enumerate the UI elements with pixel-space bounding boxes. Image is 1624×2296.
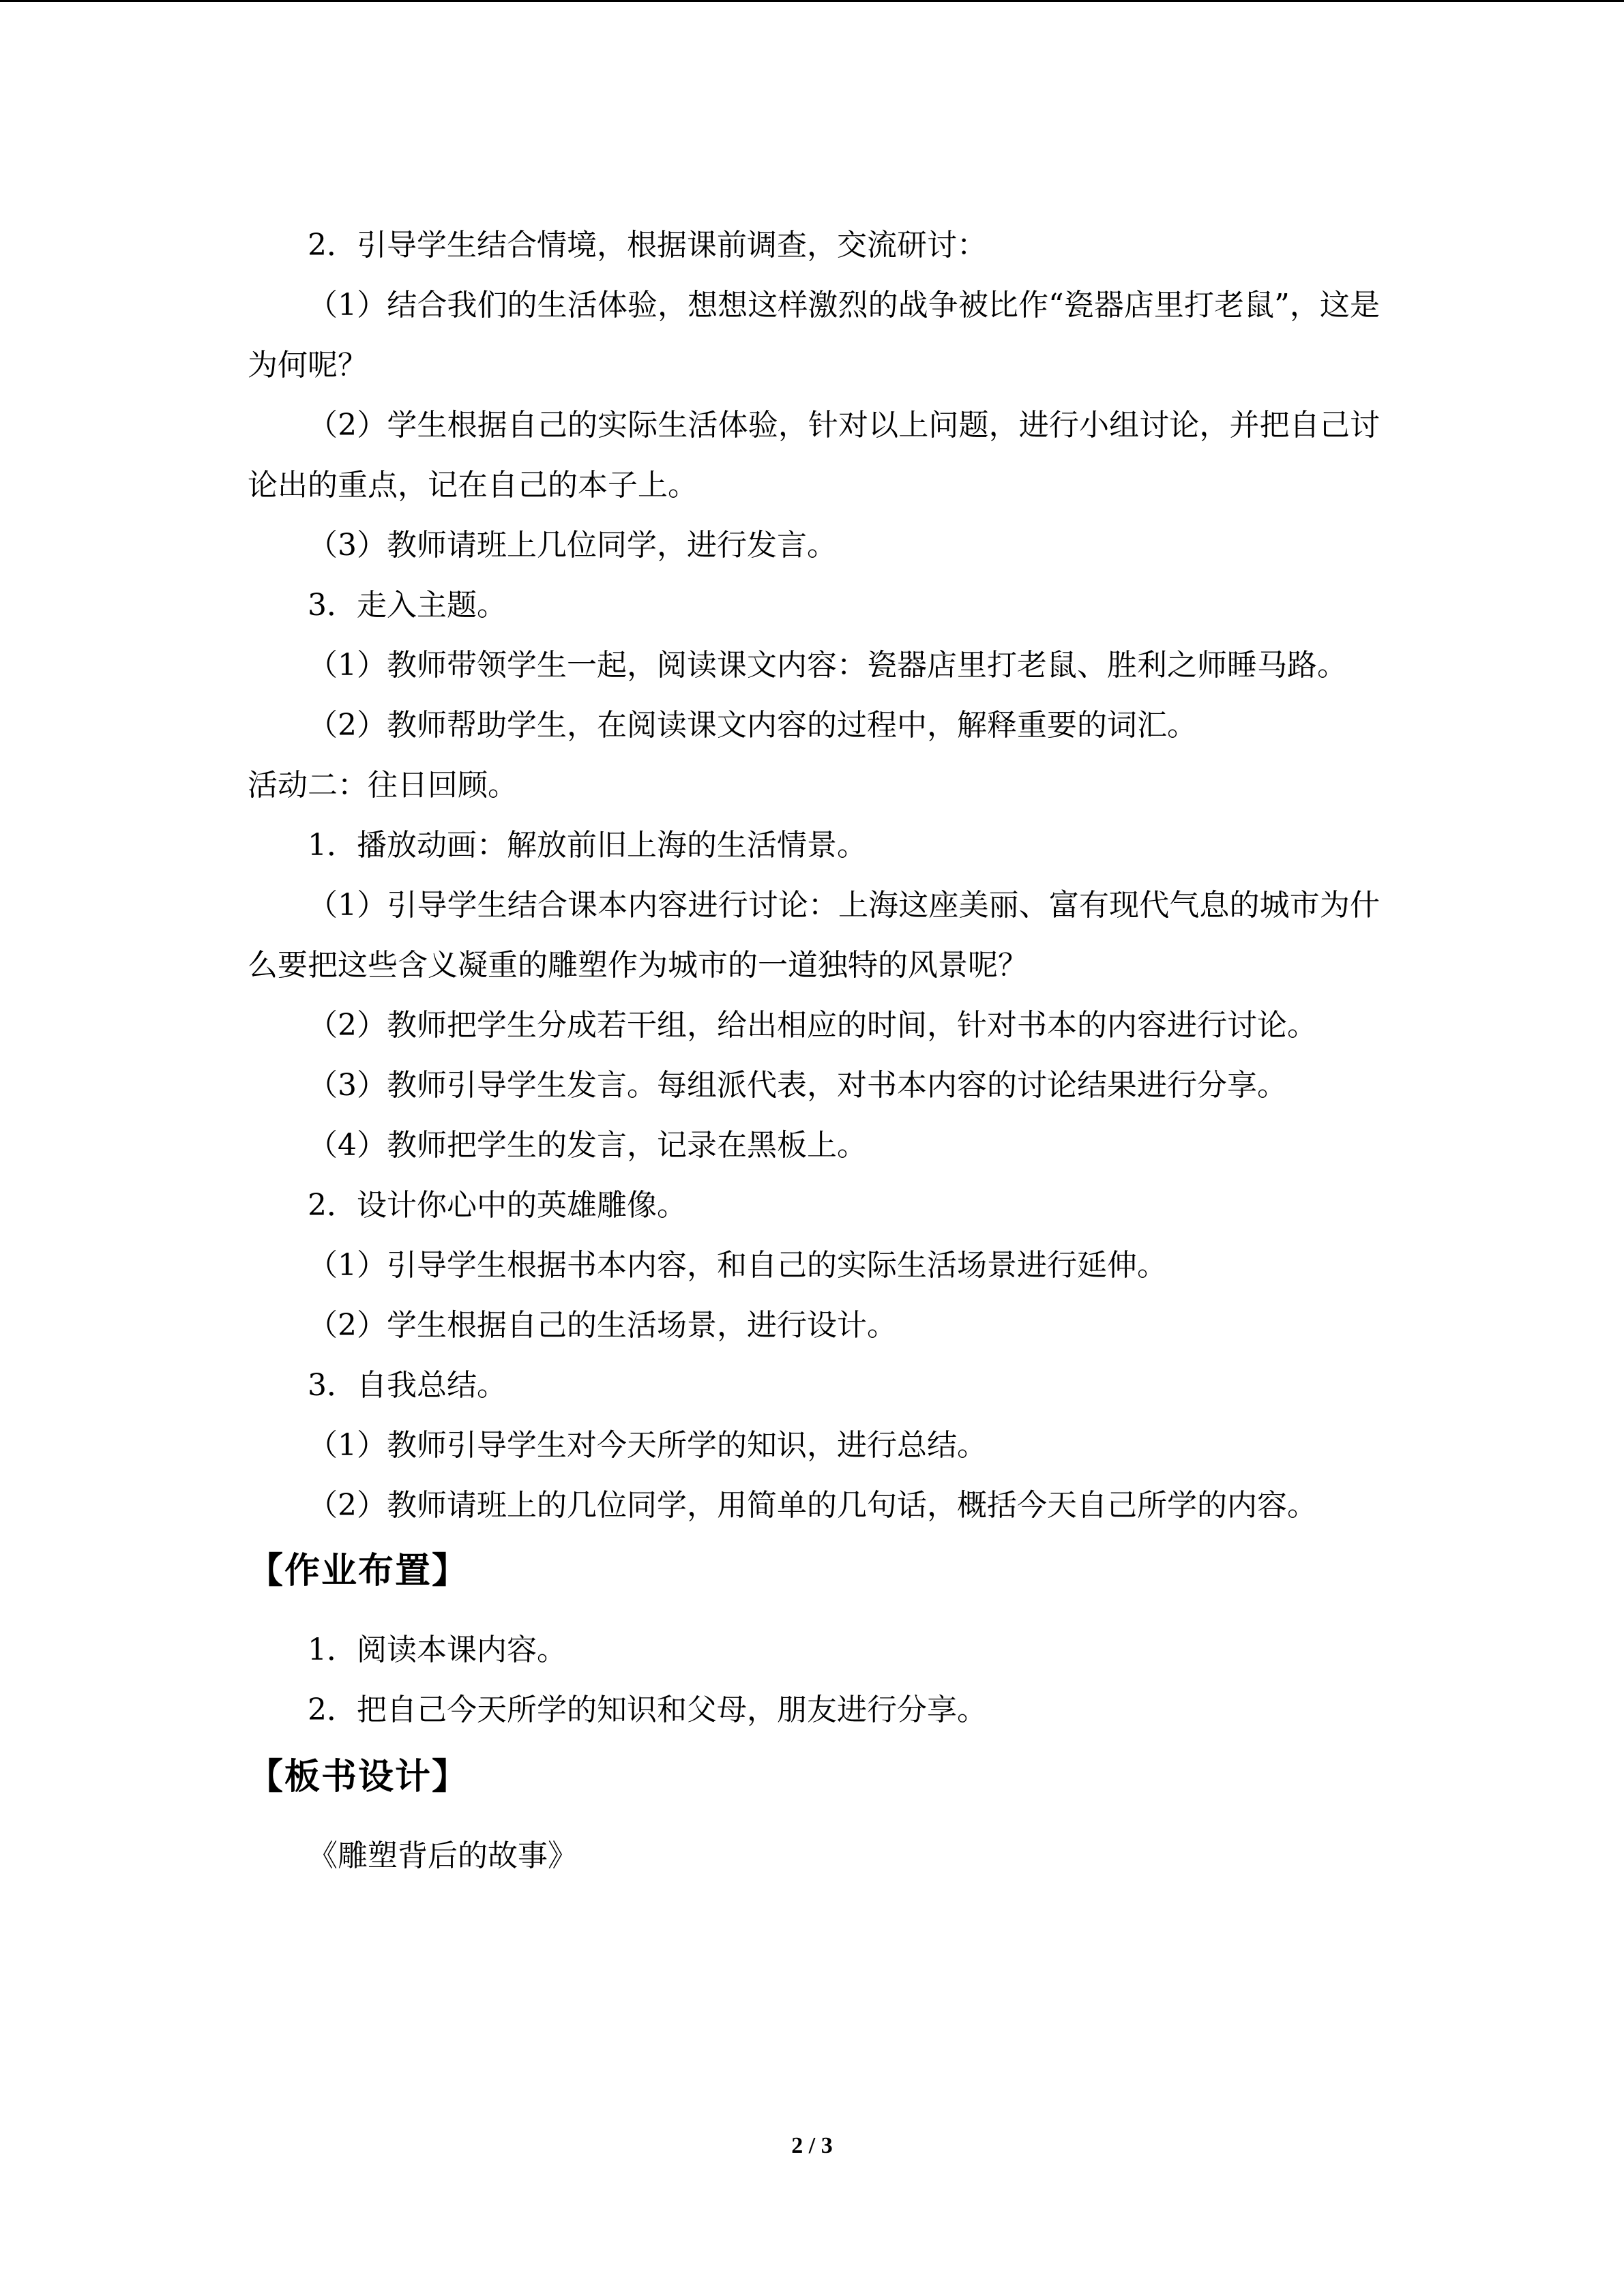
lesson-paragraph: （4）教师把学生的发言，记录在黑板上。 <box>308 1128 867 1163</box>
lesson-paragraph: （2）教师把学生分成若干组，给出相应的时间，针对书本的内容进行讨论。 <box>308 1008 1317 1043</box>
homework-item: 1．阅读本课内容。 <box>308 1632 567 1667</box>
lesson-steps <box>248 215 1380 1536</box>
lesson-paragraph: （1）结合我们的生活体验，想想这样激烈的战争被比作“瓷器店里打老鼠”，这是为何呢？ <box>248 288 1380 383</box>
lesson-paragraph: （3）教师引导学生发言。每组派代表，对书本内容的讨论结果进行分享。 <box>308 1068 1287 1103</box>
lesson-paragraph: （2）教师帮助学生，在阅读课文内容的过程中，解释重要的词汇。 <box>308 708 1197 743</box>
lesson-paragraph: 3．自我总结。 <box>308 1368 507 1403</box>
homework-list <box>248 1620 1380 1740</box>
lesson-paragraph: 1．播放动画：解放前旧上海的生活情景。 <box>308 828 867 863</box>
lesson-paragraph: （2）学生根据自己的实际生活体验，针对以上问题，进行小组讨论，并把自己讨论出的重点，记在自己的本子上。 <box>248 408 1380 503</box>
homework-item: 2．把自己今天所学的知识和父母，朋友进行分享。 <box>308 1693 987 1727</box>
lesson-paragraph: 2．引导学生结合情境，根据课前调查，交流研讨： <box>308 228 987 263</box>
lesson-paragraph: （1）引导学生根据书本内容，和自己的实际生活场景进行延伸。 <box>308 1248 1167 1283</box>
lesson-paragraph: 2．设计你心中的英雄雕像。 <box>308 1188 687 1223</box>
lesson-paragraph: （1）教师带领学生一起，阅读课文内容：瓷器店里打老鼠、胜利之师睡马路。 <box>308 648 1347 683</box>
top-border-line <box>0 0 1624 2</box>
lesson-paragraph: （3）教师请班上几位同学，进行发言。 <box>308 528 837 563</box>
homework-heading: 【作业布置】 <box>248 1551 469 1592</box>
lesson-paragraph: （2）学生根据自己的生活场景，进行设计。 <box>308 1308 897 1343</box>
lesson-paragraph: （2）教师请班上的几位同学，用简单的几句话，概括今天自己所学的内容。 <box>308 1488 1317 1523</box>
page-number: 2 / 3 <box>791 2133 833 2158</box>
board-design-heading: 【板书设计】 <box>248 1757 469 1798</box>
lesson-paragraph: （1）教师引导学生对今天所学的知识，进行总结。 <box>308 1428 987 1463</box>
lesson-paragraph: （1）引导学生结合课本内容进行讨论：上海这座美丽、富有现代气息的城市为什么要把这些含义凝重的雕塑作为城市的一道独特的风景呢？ <box>248 888 1380 983</box>
section-label: 活动二：往日回顾。 <box>248 768 518 803</box>
lesson-paragraph: 3．走入主题。 <box>308 588 507 623</box>
board-design-title: 《雕塑背后的故事》 <box>308 1838 578 1873</box>
document-body <box>248 215 1380 1886</box>
